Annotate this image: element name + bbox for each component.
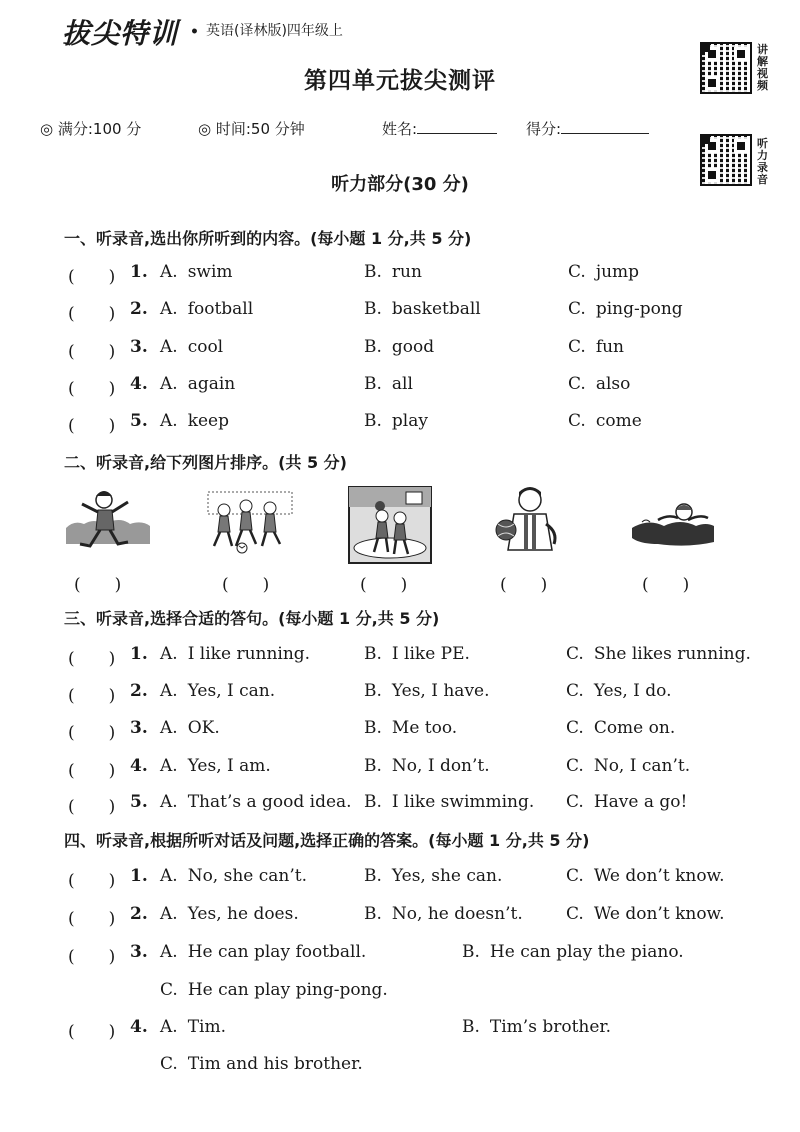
option-a: A. swim xyxy=(160,262,233,282)
option-c: C. No, I can’t. xyxy=(566,756,691,776)
option-b: B. Yes, she can. xyxy=(364,866,503,886)
option-b: B. I like swimming. xyxy=(364,792,535,812)
option-a: A. Tim. xyxy=(160,1017,226,1037)
option-a: A. Yes, he does. xyxy=(160,904,299,924)
qr-video-label: 讲解视频 xyxy=(757,43,768,92)
option-a: A. No, she can’t. xyxy=(160,866,307,886)
option-b: B. No, he doesn’t. xyxy=(364,904,523,924)
option-a: A. again xyxy=(160,374,236,394)
question-number: 4. xyxy=(130,374,148,394)
question-row xyxy=(68,299,768,327)
header-separator: • xyxy=(190,24,199,40)
picture-answer-blank[interactable]: ( ) xyxy=(222,575,270,595)
question-row xyxy=(68,337,768,365)
question-number: 5. xyxy=(130,792,148,812)
answer-blank[interactable]: ( ) xyxy=(68,761,116,781)
option-c: C. jump xyxy=(568,262,640,282)
answer-blank[interactable]: ( ) xyxy=(68,871,116,891)
option-c: C. ping-pong xyxy=(568,299,683,319)
option-c: C. fun xyxy=(568,337,625,357)
option-c: C. She likes running. xyxy=(566,644,751,664)
question-row xyxy=(68,756,768,784)
question-number: 5. xyxy=(130,411,148,431)
option-a: A. cool xyxy=(160,337,224,357)
answer-blank[interactable]: ( ) xyxy=(68,267,116,287)
kids-playing-basketball-icon xyxy=(348,486,432,564)
question-row xyxy=(68,681,768,709)
question-row xyxy=(68,374,768,402)
question-number: 2. xyxy=(130,681,148,701)
answer-blank[interactable]: ( ) xyxy=(68,379,116,399)
question-row xyxy=(68,411,768,439)
option-b: B. play xyxy=(364,411,428,431)
question-number: 2. xyxy=(130,299,148,319)
part3-heading: 三、听录音,选择合适的答句。(每小题 1 分,共 5 分) xyxy=(64,609,440,628)
question-number: 4. xyxy=(130,1017,148,1037)
question-row xyxy=(68,644,768,672)
score-field[interactable] xyxy=(526,118,649,139)
option-a: A. I like running. xyxy=(160,644,311,664)
question-number: 3. xyxy=(130,718,148,738)
question-number: 1. xyxy=(130,866,148,886)
option-b: B. Yes, I have. xyxy=(364,681,490,701)
option-b: B. He can play the piano. xyxy=(462,942,684,962)
option-a: A. keep xyxy=(160,411,229,431)
option-b: B. I like PE. xyxy=(364,644,470,664)
question-number: 3. xyxy=(130,337,148,357)
option-c: C. We don’t know. xyxy=(566,866,725,886)
qr-audio-label: 听力录音 xyxy=(757,137,768,186)
answer-blank[interactable]: ( ) xyxy=(68,416,116,436)
question-number: 4. xyxy=(130,756,148,776)
option-b: B. Me too. xyxy=(364,718,458,738)
answer-blank[interactable]: ( ) xyxy=(68,947,116,967)
option-c: C. also xyxy=(568,374,631,394)
part4-heading: 四、听录音,根据所听对话及问题,选择正确的答案。(每小题 1 分,共 5 分) xyxy=(64,831,590,850)
time-limit: ◎ 时间:50 分钟 xyxy=(198,120,305,138)
question-number: 3. xyxy=(130,942,148,962)
option-a: A. football xyxy=(160,299,254,319)
picture-answer-blank[interactable]: ( ) xyxy=(74,575,122,595)
option-c: C. Tim and his brother. xyxy=(160,1054,363,1074)
option-b: B. run xyxy=(364,262,422,282)
name-label: 姓名: xyxy=(382,120,418,138)
part1-heading: 一、听录音,选出你所听到的内容。(每小题 1 分,共 5 分) xyxy=(64,229,472,248)
question-row xyxy=(68,1017,768,1045)
picture-answer-blank[interactable]: ( ) xyxy=(500,575,548,595)
answer-blank[interactable]: ( ) xyxy=(68,686,116,706)
answer-blank[interactable]: ( ) xyxy=(68,342,116,362)
question-number: 2. xyxy=(130,904,148,924)
question-row xyxy=(68,792,768,820)
option-b: B. No, I don’t. xyxy=(364,756,490,776)
option-c: C. He can play ping-pong. xyxy=(160,980,388,1000)
question-row xyxy=(68,904,768,932)
question-number: 1. xyxy=(130,644,148,664)
brand-logo: 拔尖特训 xyxy=(62,17,179,50)
option-c: C. come xyxy=(568,411,642,431)
boy-holding-ball-icon xyxy=(486,484,574,558)
option-c: C. We don’t know. xyxy=(566,904,725,924)
listening-section-title: 听力部分(30 分) xyxy=(331,174,469,195)
book-title: 英语(译林版)四年级上 xyxy=(206,23,343,39)
answer-blank[interactable]: ( ) xyxy=(68,1022,116,1042)
option-a: A. Yes, I can. xyxy=(160,681,276,701)
option-b: B. Tim’s brother. xyxy=(462,1017,612,1037)
question-row xyxy=(68,718,768,746)
question-row-continued xyxy=(68,1054,768,1082)
picture-answer-blank[interactable]: ( ) xyxy=(642,575,690,595)
option-c: C. Come on. xyxy=(566,718,676,738)
option-c: C. Yes, I do. xyxy=(566,681,672,701)
kids-playing-football-icon xyxy=(206,484,294,558)
question-row xyxy=(68,942,768,970)
score-blank[interactable] xyxy=(561,119,649,134)
question-row xyxy=(68,866,768,894)
question-row xyxy=(68,262,768,290)
option-a: A. Yes, I am. xyxy=(160,756,271,776)
name-blank[interactable] xyxy=(417,119,497,134)
answer-blank[interactable]: ( ) xyxy=(68,797,116,817)
picture-answer-blank[interactable]: ( ) xyxy=(360,575,408,595)
option-b: B. good xyxy=(364,337,435,357)
option-a: A. OK. xyxy=(160,718,220,738)
option-a: A. He can play football. xyxy=(160,942,367,962)
option-b: B. basketball xyxy=(364,299,481,319)
answer-blank[interactable]: ( ) xyxy=(68,304,116,324)
option-b: B. all xyxy=(364,374,413,394)
option-a: A. That’s a good idea. xyxy=(160,792,352,812)
question-row-continued xyxy=(68,980,768,1008)
question-number: 1. xyxy=(130,262,148,282)
part2-heading: 二、听录音,给下列图片排序。(共 5 分) xyxy=(64,453,347,472)
answer-blank[interactable]: ( ) xyxy=(68,723,116,743)
boy-running-icon xyxy=(64,484,152,558)
person-swimming-icon xyxy=(628,484,716,558)
name-field[interactable] xyxy=(382,118,497,139)
answer-blank[interactable]: ( ) xyxy=(68,649,116,669)
answer-blank[interactable]: ( ) xyxy=(68,909,116,929)
full-score: ◎ 满分:100 分 xyxy=(40,120,142,138)
score-label: 得分: xyxy=(526,120,562,138)
option-c: C. Have a go! xyxy=(566,792,688,812)
page-title: 第四单元拔尖测评 xyxy=(304,68,496,94)
